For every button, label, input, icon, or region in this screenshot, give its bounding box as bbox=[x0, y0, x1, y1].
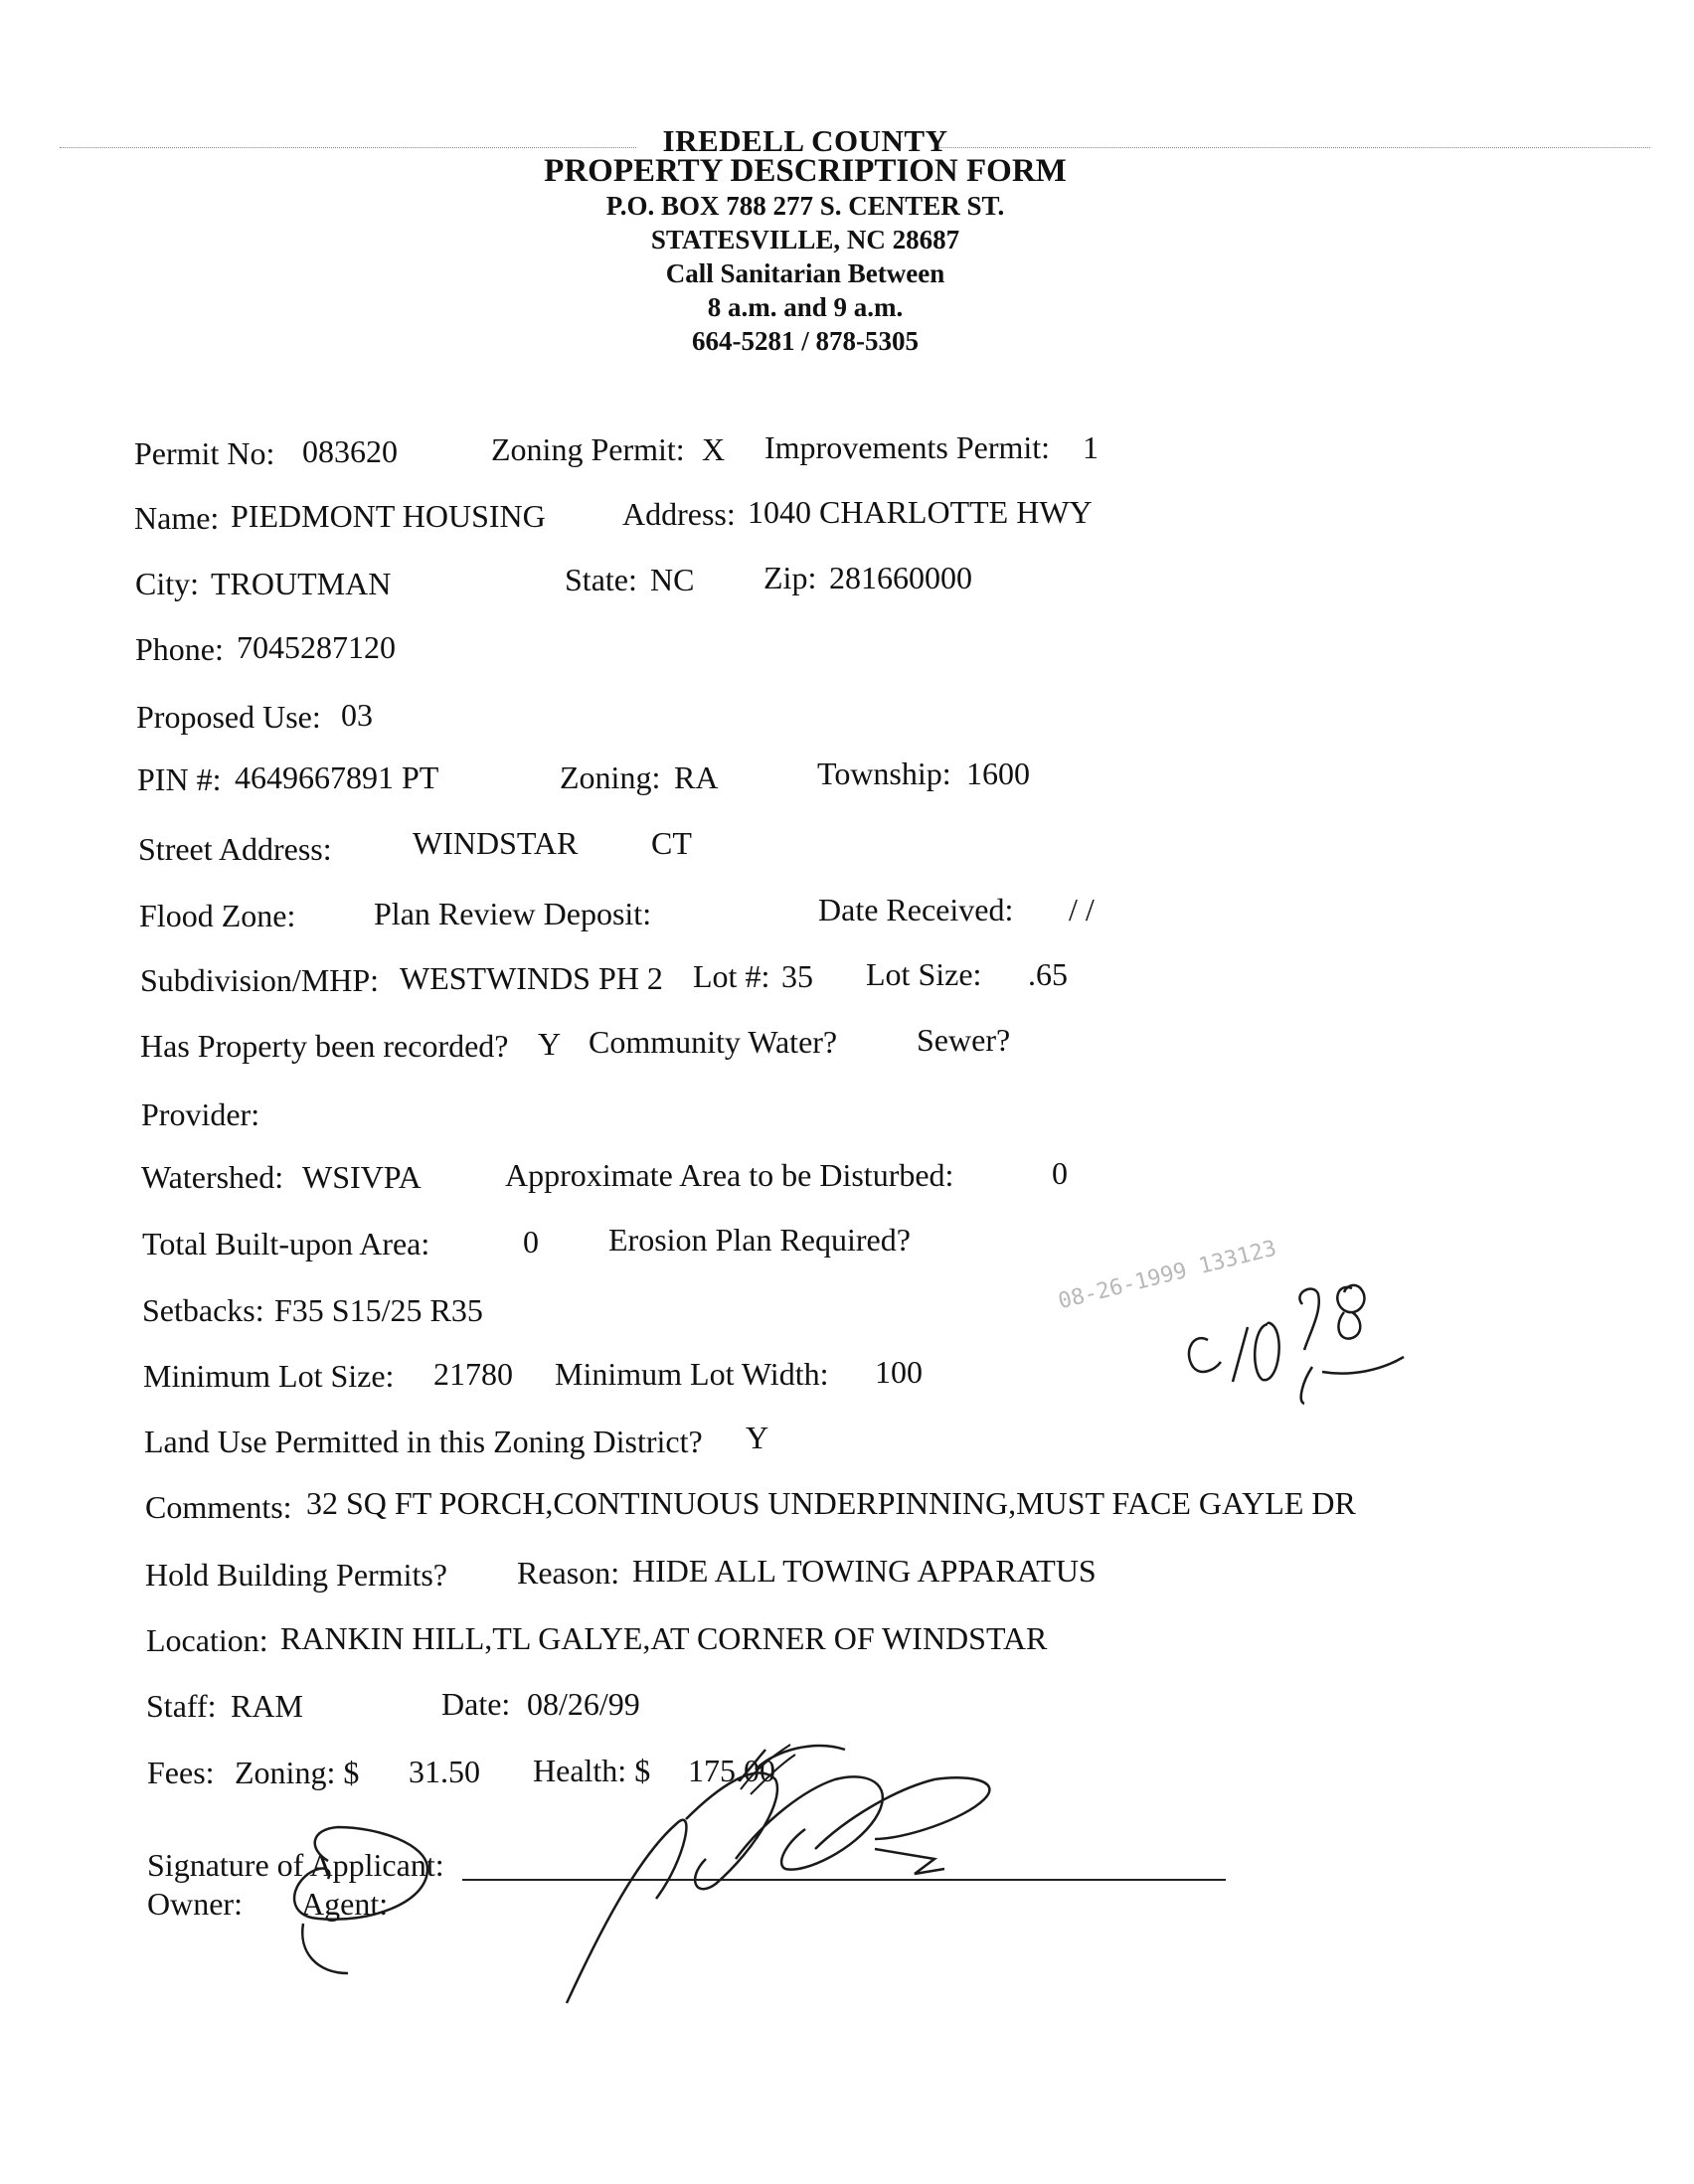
comments-label: Comments: bbox=[145, 1489, 292, 1525]
built-upon-label: Total Built-upon Area: bbox=[142, 1226, 430, 1261]
office-address: P.O. BOX 788 277 S. CENTER ST. bbox=[605, 191, 1005, 221]
applicant-signature-mark bbox=[567, 1746, 989, 2003]
flood-zone-label: Flood Zone: bbox=[139, 898, 296, 933]
date-value: 08/26/99 bbox=[527, 1686, 640, 1722]
staff-label: Staff: bbox=[146, 1688, 217, 1724]
name-value: PIEDMONT HOUSING bbox=[231, 498, 546, 534]
fees-zoning-value: 31.50 bbox=[409, 1754, 480, 1789]
form-title: PROPERTY DESCRIPTION FORM bbox=[544, 153, 1067, 189]
owner-label: Owner: bbox=[147, 1886, 243, 1922]
address-value: 1040 CHARLOTTE HWY bbox=[748, 494, 1093, 530]
zoning-permit-value: X bbox=[702, 431, 726, 467]
township-value: 1600 bbox=[966, 756, 1030, 791]
state-value: NC bbox=[650, 562, 695, 597]
proposed-use-value: 03 bbox=[341, 697, 373, 733]
zip-label: Zip: bbox=[763, 560, 817, 595]
permit-no-label: Permit No: bbox=[134, 435, 275, 471]
fees-zoning-label: Zoning: $ bbox=[235, 1755, 360, 1790]
area-disturbed-label: Approximate Area to be Disturbed: bbox=[505, 1157, 954, 1193]
provider-label: Provider: bbox=[141, 1096, 260, 1132]
city-value: TROUTMAN bbox=[211, 566, 392, 601]
fees-label: Fees: bbox=[147, 1755, 215, 1790]
office-phones: 664-5281 / 878-5305 bbox=[692, 326, 919, 356]
subdivision-value: WESTWINDS PH 2 bbox=[400, 960, 663, 996]
recorded-label: Has Property been recorded? bbox=[140, 1028, 509, 1064]
improvements-permit-value: 1 bbox=[1083, 429, 1099, 465]
zoning-permit-label: Zoning Permit: bbox=[491, 431, 685, 467]
address-label: Address: bbox=[622, 496, 736, 532]
phone-value: 7045287120 bbox=[237, 629, 396, 665]
improvements-permit-label: Improvements Permit: bbox=[764, 429, 1051, 465]
agent-label: Agent: bbox=[301, 1886, 389, 1922]
subdivision-label: Subdivision/MHP: bbox=[140, 962, 380, 998]
hold-permits-label: Hold Building Permits? bbox=[145, 1557, 447, 1593]
pin-label: PIN #: bbox=[137, 761, 222, 797]
watershed-label: Watershed: bbox=[141, 1159, 284, 1195]
built-upon-value: 0 bbox=[523, 1224, 539, 1260]
county-title: IREDELL COUNTY bbox=[662, 123, 948, 158]
watershed-value: WSIVPA bbox=[302, 1159, 422, 1195]
permit-no-value: 083620 bbox=[302, 433, 398, 469]
proposed-use-label: Proposed Use: bbox=[136, 699, 321, 735]
lot-size-label: Lot Size: bbox=[866, 956, 982, 992]
erosion-label: Erosion Plan Required? bbox=[608, 1222, 911, 1258]
state-label: State: bbox=[565, 562, 637, 597]
city-label: City: bbox=[135, 566, 200, 601]
sewer-label: Sewer? bbox=[917, 1022, 1011, 1058]
zoning-value: RA bbox=[674, 759, 719, 795]
call-instructions: Call Sanitarian Between bbox=[665, 258, 945, 288]
street-address-label: Street Address: bbox=[138, 831, 332, 867]
plan-review-label: Plan Review Deposit: bbox=[374, 896, 652, 931]
pin-value: 4649667891 PT bbox=[235, 759, 439, 795]
phone-label: Phone: bbox=[135, 631, 224, 667]
reason-label: Reason: bbox=[517, 1555, 620, 1591]
min-lot-width-value: 100 bbox=[875, 1354, 923, 1390]
location-value: RANKIN HILL,TL GALYE,AT CORNER OF WINDSTAR bbox=[280, 1620, 1048, 1656]
date-received-value: / / bbox=[1069, 892, 1095, 927]
call-hours: 8 a.m. and 9 a.m. bbox=[707, 292, 904, 322]
comments-value: 32 SQ FT PORCH,CONTINUOUS UNDERPINNING,MUST FACE GAYLE DR bbox=[306, 1485, 1356, 1521]
date-label: Date: bbox=[441, 1686, 511, 1722]
office-city: STATESVILLE, NC 28687 bbox=[650, 225, 960, 254]
area-disturbed-value: 0 bbox=[1052, 1155, 1068, 1191]
community-water-label: Community Water? bbox=[589, 1024, 838, 1060]
setbacks-label: Setbacks: bbox=[142, 1292, 264, 1328]
zoning-label: Zoning: bbox=[560, 759, 661, 795]
staff-value: RAM bbox=[231, 1688, 303, 1724]
land-use-label: Land Use Permitted in this Zoning District? bbox=[144, 1424, 703, 1459]
recorded-value: Y bbox=[538, 1026, 562, 1062]
fees-health-label: Health: $ bbox=[533, 1753, 651, 1788]
location-label: Location: bbox=[146, 1622, 268, 1658]
street-name-value: WINDSTAR bbox=[413, 825, 579, 861]
lot-no-value: 35 bbox=[781, 958, 813, 994]
township-label: Township: bbox=[817, 756, 951, 791]
min-lot-size-label: Minimum Lot Size: bbox=[143, 1358, 395, 1394]
date-received-label: Date Received: bbox=[818, 892, 1014, 927]
reason-value: HIDE ALL TOWING APPARATUS bbox=[632, 1553, 1097, 1589]
signature-label: Signature of Applicant: bbox=[147, 1847, 444, 1883]
fees-health-value: 175.00 bbox=[688, 1753, 775, 1788]
min-lot-width-label: Minimum Lot Width: bbox=[555, 1356, 829, 1392]
received-stamp: 08-26-1999 133123 bbox=[1056, 1236, 1279, 1315]
agent-circle-mark bbox=[294, 1827, 427, 1973]
lot-size-value: .65 bbox=[1028, 956, 1068, 992]
land-use-value: Y bbox=[746, 1420, 769, 1455]
street-suffix-value: CT bbox=[651, 825, 692, 861]
setbacks-value: F35 S15/25 R35 bbox=[274, 1292, 483, 1328]
lot-no-label: Lot #: bbox=[693, 958, 770, 994]
zip-value: 281660000 bbox=[829, 560, 972, 595]
name-label: Name: bbox=[134, 500, 220, 536]
handwritten-note-mark bbox=[1189, 1285, 1404, 1404]
min-lot-size-value: 21780 bbox=[433, 1356, 513, 1392]
